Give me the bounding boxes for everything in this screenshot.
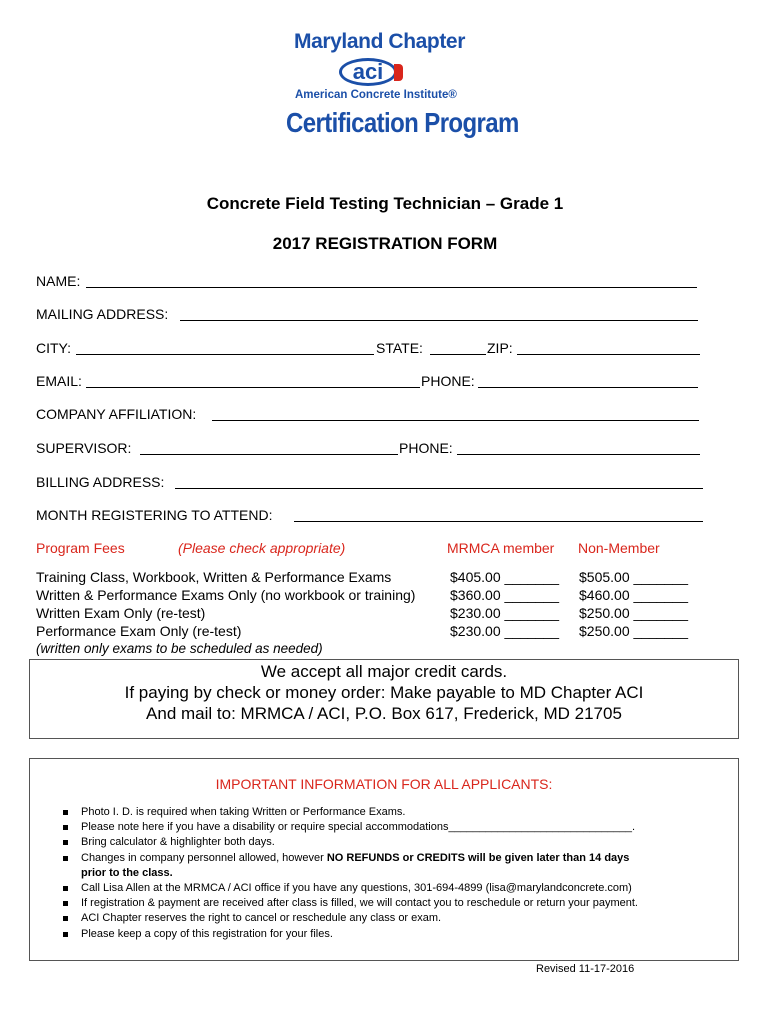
member-price[interactable]: $230.00 _______	[450, 605, 559, 621]
state-field[interactable]	[430, 354, 486, 355]
list-item: Photo I. D. is required when taking Written or Performance Exams.	[63, 805, 638, 820]
revised-date: Revised 11-17-2016	[536, 963, 635, 975]
fee-labels	[36, 568, 415, 658]
nonmember-prices	[579, 568, 688, 640]
fee-row-label: Written & Performance Exams Only (no workbook or training)	[36, 587, 416, 603]
zip-field[interactable]	[517, 354, 700, 355]
company-affiliation-label: COMPANY AFFILIATION:	[36, 406, 197, 422]
list-item: Please note here if you have a disability or require special accommodations______________________________.	[63, 820, 638, 835]
logo-line2: American Concrete Institute®	[295, 89, 457, 101]
list-item: Please keep a copy of this registration for your files.	[63, 927, 638, 942]
list-item: Call Lisa Allen at the MRMCA / ACI office if you have any questions, 301-694-4899 (lisa@marylandconcrete.com)	[63, 881, 638, 896]
info-list	[63, 805, 638, 942]
nonmember-price[interactable]: $250.00 _______	[579, 623, 688, 639]
name-label: NAME:	[36, 273, 81, 289]
chapter-logo	[284, 30, 519, 145]
payment-box	[29, 659, 739, 739]
name-field[interactable]	[86, 287, 697, 288]
nonmember-price[interactable]: $505.00 _______	[579, 569, 688, 585]
email-field[interactable]	[86, 387, 420, 388]
fee-row-label: Training Class, Workbook, Written & Performance Exams	[36, 569, 392, 585]
phone-label: PHONE:	[421, 373, 475, 389]
member-price[interactable]: $230.00 _______	[450, 623, 559, 639]
logo-line1: Maryland Chapter	[294, 30, 465, 53]
payment-line1: We accept all major credit cards.	[260, 662, 508, 681]
list-item-text: Changes in company personnel allowed, however	[81, 851, 327, 864]
billing-address-label: BILLING ADDRESS:	[36, 474, 165, 490]
mailing-address-field[interactable]	[180, 320, 698, 321]
member-price[interactable]: $405.00 _______	[450, 569, 559, 585]
list-item: If registration & payment are received after class is filled, we will contact you to reschedule or return your payment.	[63, 896, 638, 911]
company-affiliation-field[interactable]	[212, 420, 699, 421]
aci-mark	[339, 58, 397, 86]
no-refunds-notice: NO REFUNDS or CREDITS will be given later than 14 days	[326, 851, 630, 864]
supervisor-phone-field[interactable]	[457, 454, 700, 455]
list-item: ACI Chapter reserves the right to cancel or reschedule any class or exam.	[63, 911, 638, 926]
aci-mark-text: aci	[352, 59, 384, 84]
nonmember-price[interactable]: $250.00 _______	[579, 605, 688, 621]
mailing-address-label: MAILING ADDRESS:	[36, 306, 169, 322]
payment-line2: If paying by check or money order: Make payable to MD Chapter ACI	[124, 683, 644, 702]
no-refunds-notice-cont: prior to the class.	[81, 866, 173, 879]
logo-line3: Certification Program	[286, 108, 519, 140]
check-appropriate-note: (Please check appropriate)	[178, 540, 346, 556]
email-label: EMAIL:	[36, 373, 82, 389]
form-subtitle: 2017 REGISTRATION FORM	[272, 234, 498, 253]
fee-row-label: Performance Exam Only (re-test)	[36, 623, 242, 639]
list-item	[63, 851, 638, 866]
fee-row-label: Written Exam Only (re-test)	[36, 605, 206, 621]
nonmember-column-heading: Non-Member	[578, 540, 660, 556]
phone-field[interactable]	[478, 387, 698, 388]
zip-label: ZIP:	[487, 340, 513, 356]
program-fees-heading: Program Fees	[36, 540, 125, 556]
member-column-heading: MRMCA member	[447, 540, 555, 556]
billing-address-field[interactable]	[175, 488, 703, 489]
month-field[interactable]	[294, 521, 703, 522]
supervisor-phone-label: PHONE:	[399, 440, 453, 456]
city-label: CITY:	[36, 340, 72, 356]
city-field[interactable]	[76, 354, 374, 355]
list-item: Bring calculator & highlighter both days.	[63, 835, 638, 850]
important-info-box	[29, 758, 739, 961]
month-label: MONTH REGISTERING TO ATTEND:	[36, 507, 273, 523]
nonmember-price[interactable]: $460.00 _______	[579, 587, 688, 603]
member-price[interactable]: $360.00 _______	[450, 587, 559, 603]
state-label: STATE:	[376, 340, 423, 356]
member-prices	[450, 568, 559, 640]
list-item-continued	[63, 866, 638, 881]
payment-line3: And mail to: MRMCA / ACI, P.O. Box 617, Frederick, MD 21705	[146, 704, 622, 723]
supervisor-field[interactable]	[140, 454, 398, 455]
important-info-heading: IMPORTANT INFORMATION FOR ALL APPLICANTS:	[215, 776, 553, 792]
form-title: Concrete Field Testing Technician – Grade 1	[206, 194, 564, 213]
supervisor-label: SUPERVISOR:	[36, 440, 132, 456]
fees-footnote: (written only exams to be scheduled as needed)	[36, 641, 323, 656]
